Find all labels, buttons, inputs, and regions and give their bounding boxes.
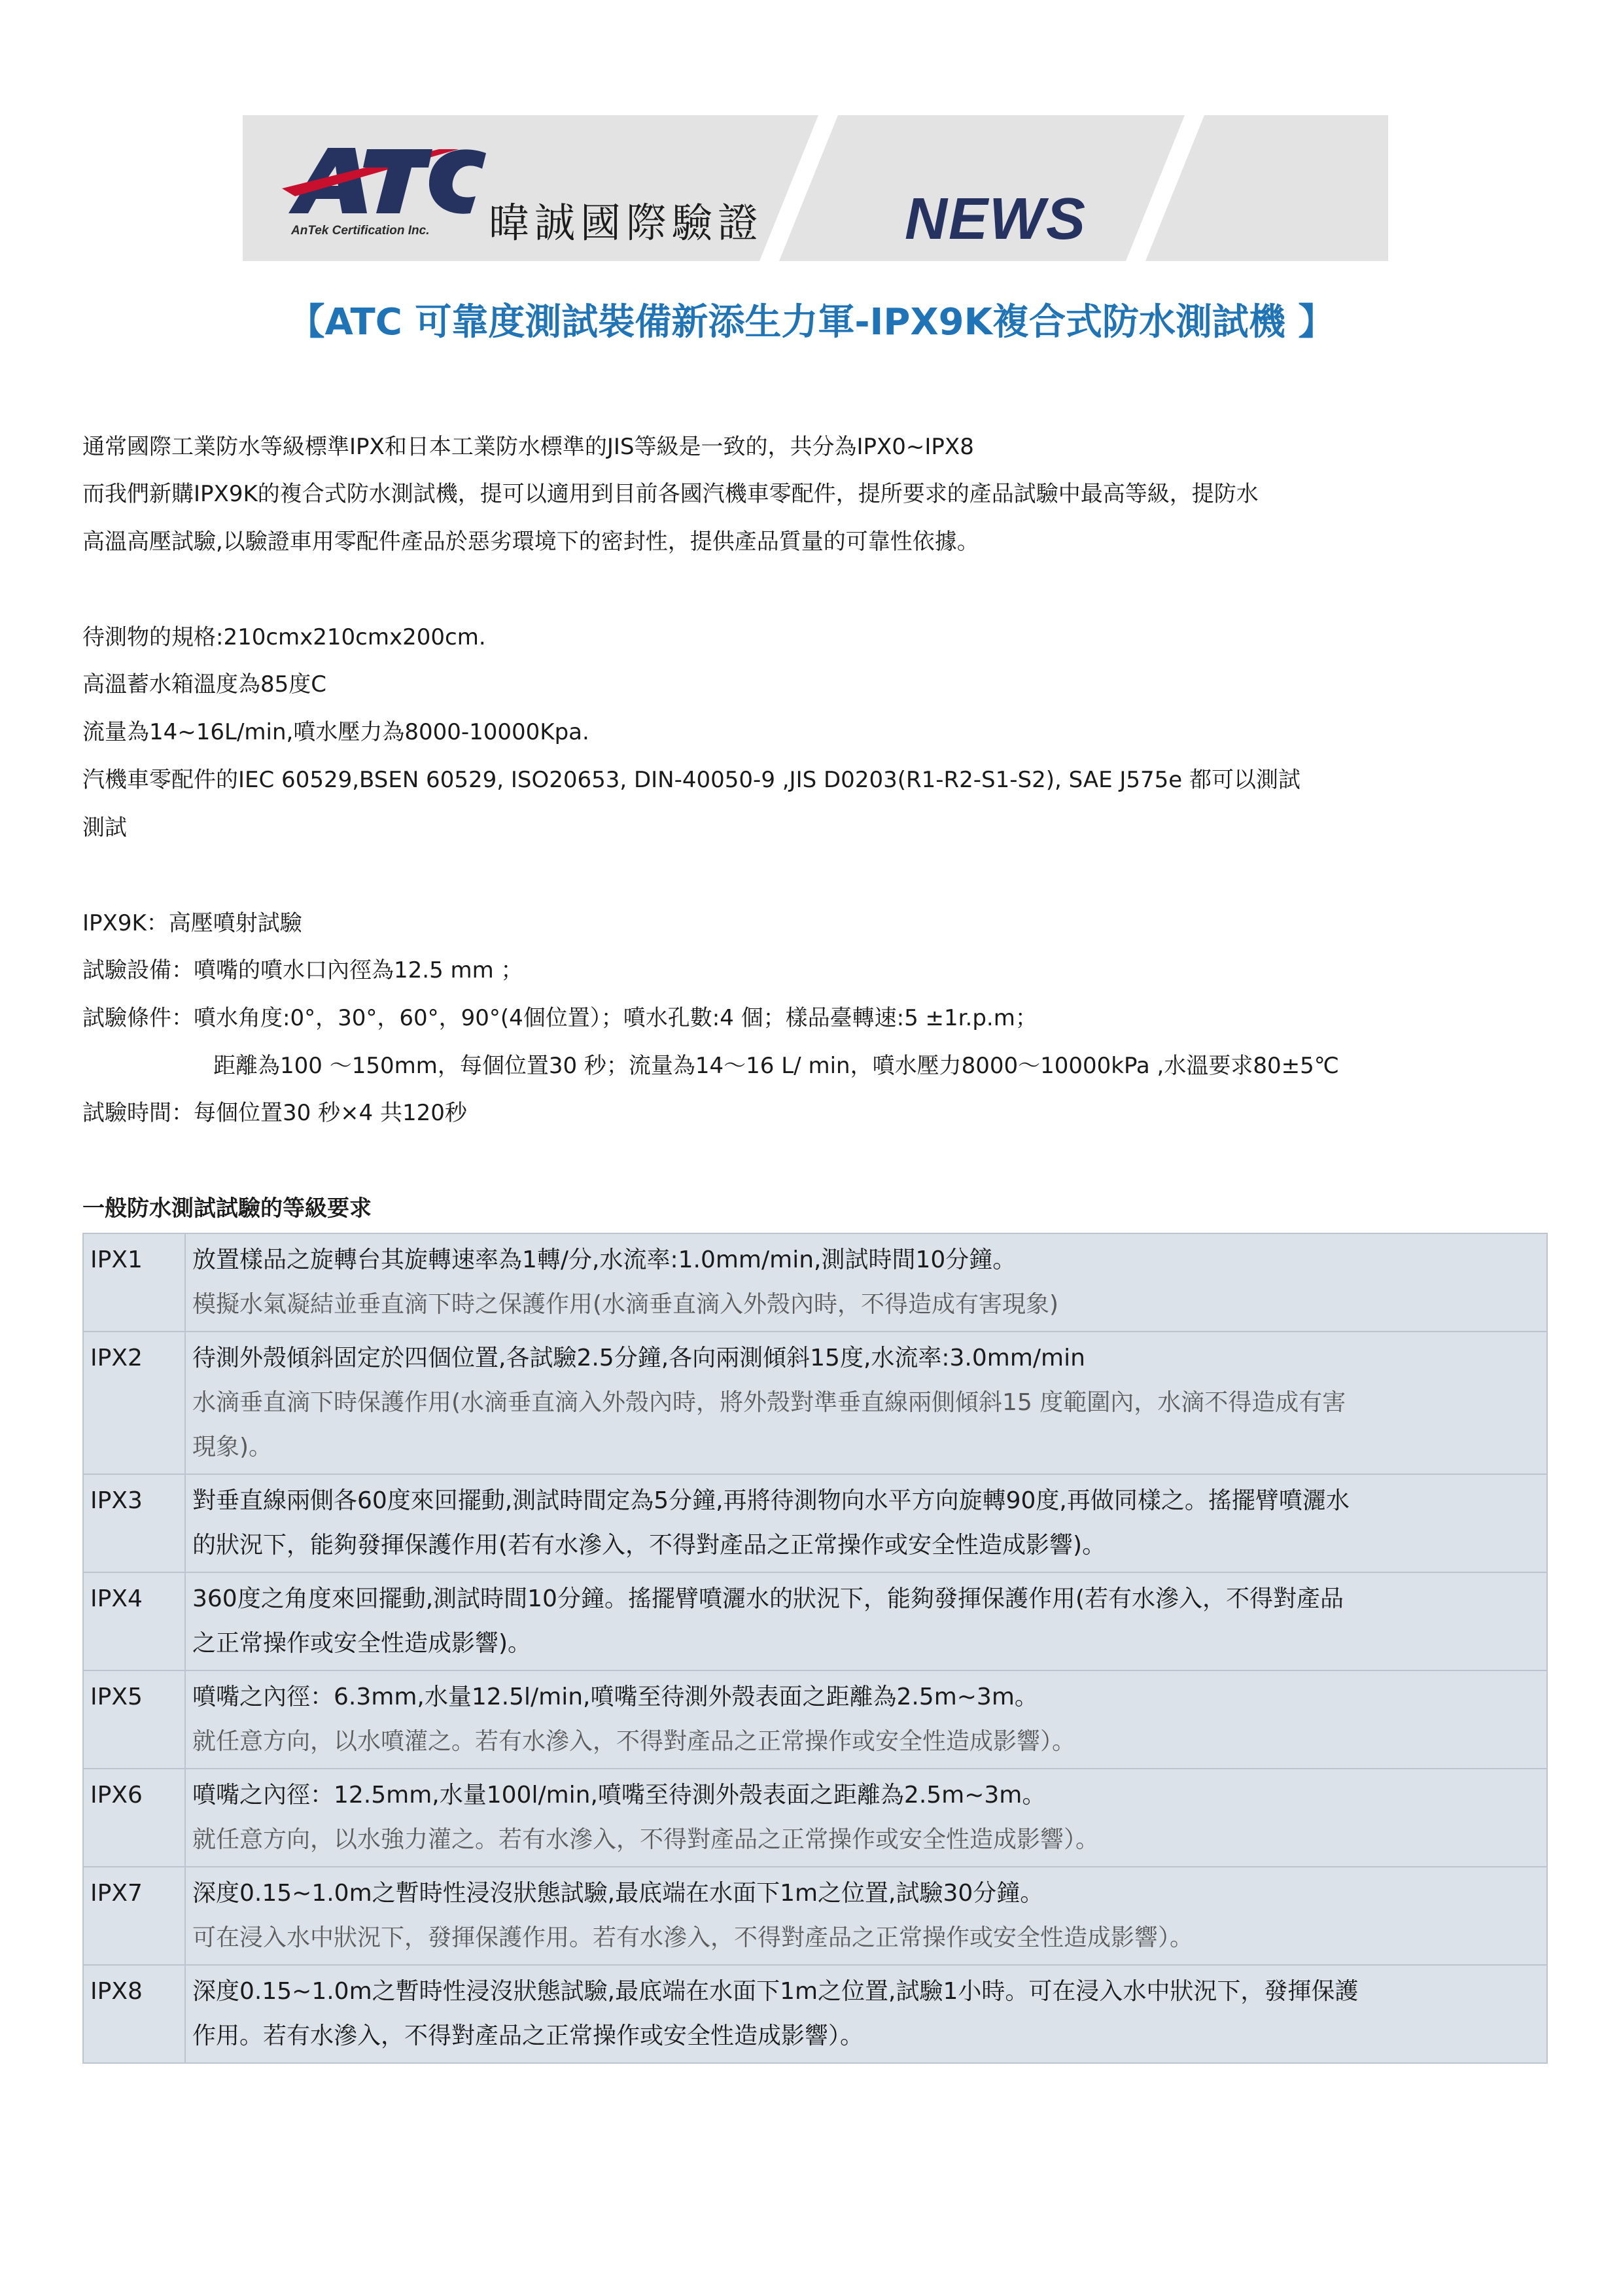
grade-code: IPX2: [83, 1332, 185, 1474]
grade-main-text: 深度0.15~1.0m之暫時性浸沒狀態試驗,最底端在水面下1m之位置,試驗30分鐘。: [192, 1880, 1044, 1907]
spec-flow: 流量為14~16L/min,噴水壓力為8000-10000Kpa.: [82, 719, 589, 745]
grade-sub-text: 模擬水氣凝結並垂直滴下時之保護作用(水滴垂直滴入外殼內時，不得造成有害現象): [192, 1291, 1059, 1318]
table-row: [83, 1769, 1547, 1867]
spec-standards-cont: 測試: [82, 815, 127, 841]
intro-line-2: 而我們新購IPX9K的複合式防水測試機，提可以適用到目前各國汽機車零配件，提所要求的產品試驗中最高等級，提防水: [82, 481, 1259, 507]
spec-standards: 汽機車零配件的IEC 60529,BSEN 60529, ISO20653, DIN-40050-9 ,JIS D0203(R1-R2-S1-S2), SAE J575e 都可以測試: [82, 767, 1301, 793]
table-row: [83, 1867, 1547, 1965]
intro-line-1: 通常國際工業防水等級標準IPX和日本工業防水標準的JIS等級是一致的，共分為IPX0~IPX8: [82, 434, 974, 460]
table-row: [83, 1670, 1547, 1769]
grade-code: IPX7: [83, 1867, 185, 1965]
grade-description: [185, 1572, 1547, 1670]
grade-main-text: 對垂直線兩側各60度來回擺動,測試時間定為5分鐘,再將待測物向水平方向旋轉90度,再做同樣之。搖擺臂噴灑水: [192, 1487, 1350, 1514]
news-label: NEWS: [905, 186, 1087, 252]
spec-size: 待測物的規格:210cmx210cmx200cm.: [82, 624, 486, 650]
grade-main-text: 放置樣品之旋轉台其旋轉速率為1轉/分,水流率:1.0mm/min,測試時間10分鐘。: [192, 1246, 1017, 1273]
table-row: [83, 1233, 1547, 1332]
ipx-grade-table: [82, 1233, 1548, 2064]
grade-code: IPX4: [83, 1572, 185, 1670]
spec-temperature: 高溫蓄水箱溫度為85度C: [82, 671, 327, 698]
ipx9k-conditions-cont: 距離為100 ～150mm，每個位置30 秒；流量為14～16 L/ min，噴水壓力8000～10000kPa ,水溫要求80±5℃: [213, 1053, 1339, 1079]
grade-description: [185, 1233, 1547, 1332]
table-row: [83, 1965, 1547, 2063]
grade-main-text: 噴嘴之內徑：12.5mm,水量100l/min,噴嘴至待測外殼表面之距離為2.5m~3m。: [192, 1782, 1046, 1809]
grade-main-text: 噴嘴之內徑：6.3mm,水量12.5l/min,噴嘴至待測外殼表面之距離為2.5m~3m。: [192, 1684, 1038, 1710]
grade-main-text: 深度0.15~1.0m之暫時性浸沒狀態試驗,最底端在水面下1m之位置,試驗1小時。可在浸入水中狀況下，發揮保護: [192, 1978, 1359, 2005]
page-title: 【ATC 可靠度測試裝備新添生力軍-IPX9K複合式防水測試機 】: [288, 301, 1335, 344]
atc-logo-icon: [282, 148, 486, 214]
table-row: [83, 1332, 1547, 1474]
grade-main-text: 待測外殼傾斜固定於四個位置,各試驗2.5分鐘,各向兩測傾斜15度,水流率:3.0mm/min: [192, 1345, 1085, 1371]
grade-sub-text: 就任意方向，以水噴灌之。若有水滲入，不得對產品之正常操作或安全性造成影響）。: [192, 1728, 1076, 1755]
ipx9k-equipment: 試驗設備：噴嘴的噴水口內徑為12.5 mm ；: [82, 957, 523, 983]
intro-line-3: 高溫高壓試驗,以驗證車用零配件產品於惡劣環境下的密封性，提供產品質量的可靠性依據。: [82, 529, 979, 555]
grade-description: [185, 1965, 1547, 2063]
company-name: 暐誠國際驗證: [489, 199, 764, 247]
grade-sub-text: 水滴垂直滴下時保護作用(水滴垂直滴入外殼內時，將外殼對準垂直線兩側傾斜15 度範圍內，水滴不得造成有害: [192, 1389, 1346, 1416]
grade-description: [185, 1867, 1547, 1965]
grade-sub-text: 就任意方向，以水強力灌之。若有水滲入，不得對產品之正常操作或安全性造成影響）。: [192, 1826, 1100, 1853]
grade-sub-text: 的狀況下，能夠發揮保護作用(若有水滲入，不得對產品之正常操作或安全性造成影響)。: [192, 1532, 1106, 1559]
grade-code: IPX8: [83, 1965, 185, 2063]
grade-code: IPX5: [83, 1670, 185, 1769]
banner-stripe-2: [1126, 115, 1204, 261]
grade-code: IPX3: [83, 1474, 185, 1572]
ipx9k-time: 試驗時間：每個位置30 秒×4 共120秒: [82, 1100, 467, 1126]
grade-description: [185, 1332, 1547, 1474]
grade-code: IPX6: [83, 1769, 185, 1867]
news-banner: [243, 115, 1388, 261]
grade-sub-text: 可在浸入水中狀況下，發揮保護作用。若有水滲入，不得對產品之正常操作或安全性造成影響）。: [192, 1924, 1194, 1951]
table-row: [83, 1474, 1547, 1572]
grade-description: [185, 1769, 1547, 1867]
table-row: [83, 1572, 1547, 1670]
banner-stripe-1: [759, 115, 838, 261]
ipx9k-conditions: 試驗條件：噴水角度:0°，30°，60°，90°(4個位置）；噴水孔數:4 個；樣品臺轉速:5 ±1r.p.m；: [82, 1005, 1038, 1031]
grade-description: [185, 1474, 1547, 1572]
banner-graphic: [243, 115, 1388, 261]
ipx9k-name: IPX9K：高壓噴射試驗: [82, 910, 302, 936]
logo-subtitle: AnTek Certification Inc.: [291, 224, 430, 238]
grade-code: IPX1: [83, 1233, 185, 1332]
grade-sub-text: 現象)。: [192, 1434, 273, 1460]
grade-description: [185, 1670, 1547, 1769]
grade-sub-text: 作用。若有水滲入，不得對產品之正常操作或安全性造成影響）。: [192, 2022, 864, 2049]
table-heading: 一般防水測試試驗的等級要求: [82, 1195, 372, 1222]
grade-sub-text: 之正常操作或安全性造成影響)。: [192, 1630, 532, 1657]
grade-main-text: 360度之角度來回擺動,測試時間10分鐘。搖擺臂噴灑水的狀況下，能夠發揮保護作用(若有水滲入，不得對產品: [192, 1585, 1344, 1612]
